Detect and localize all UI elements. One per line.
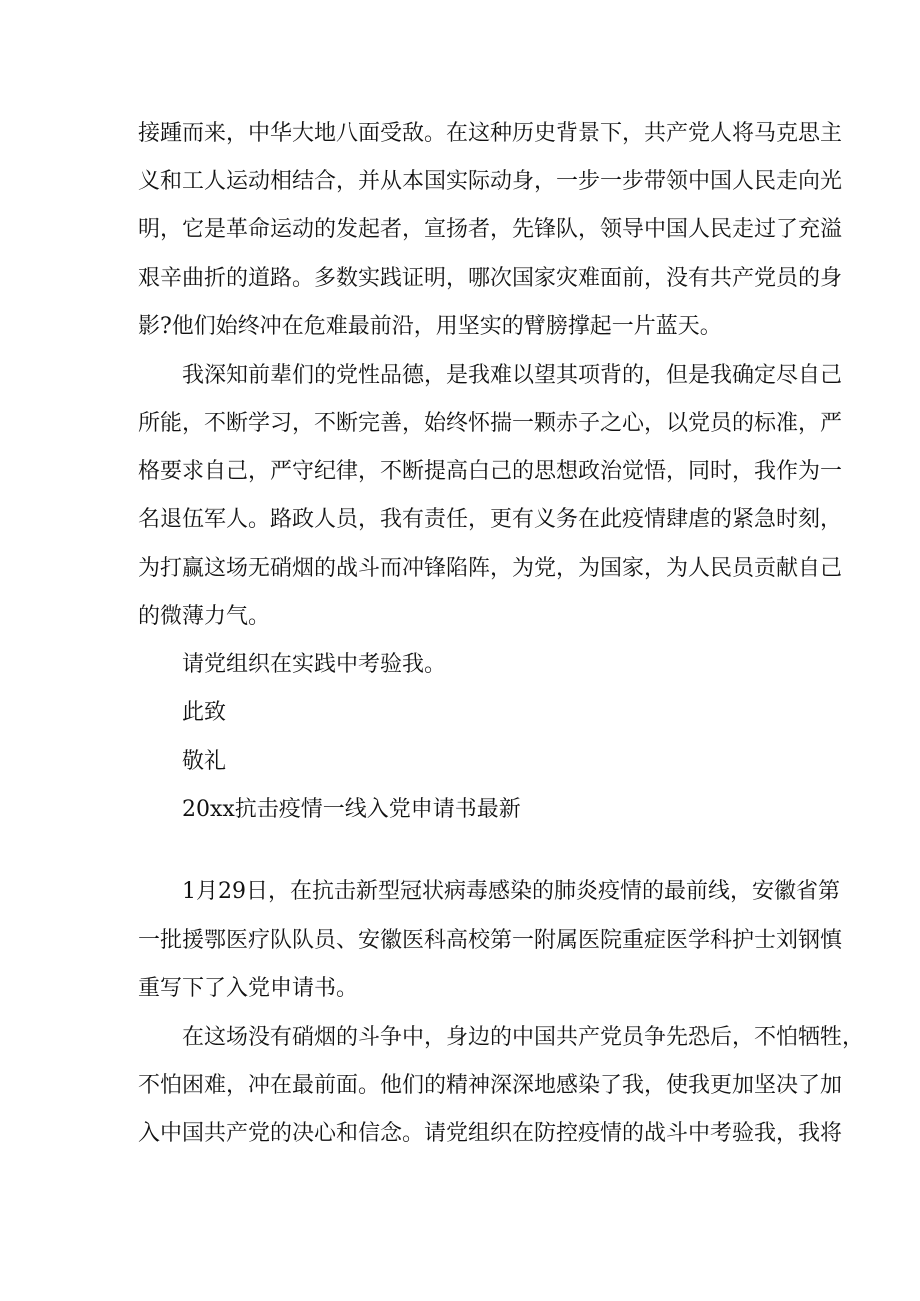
closing-jingli: 敬礼	[182, 749, 227, 774]
paragraph-4-line-2: 不怕困难，冲在最前面。他们的精神深深地感染了我，使我更加坚决了加	[138, 1073, 843, 1098]
section-heading: 20xx抗击疫情一线入党申请书最新	[182, 797, 521, 822]
paragraph-3-line-3: 重写下了入党申请书。	[138, 976, 359, 1001]
paragraph-1-line-1: 接踵而来，中华大地八面受敌。在这种历史背景下，共产党人将马克思主	[138, 121, 843, 146]
paragraph-2-line-4: 名退伍军人。路政人员，我有责任，更有义务在此疫情肆虐的紧急时刻，	[138, 507, 843, 532]
closing-cizhi: 此致	[182, 700, 227, 725]
paragraph-3-line-2: 一批援鄂医疗队队员、安徽医科高校第一附属医院重症医学科护士刘钢慎	[138, 928, 843, 953]
paragraph-1-line-4: 艰辛曲折的道路。多数实践证明，哪次国家灾难面前，没有共产党员的身	[138, 266, 843, 291]
paragraph-3-line-1: 1月29日，在抗击新型冠状病毒感染的肺炎疫情的最前线，安徽省第	[182, 879, 840, 904]
paragraph-4-line-1: 在这场没有硝烟的斗争中，身边的中国共产党员争先恐后，不怕牺牲，	[182, 1025, 865, 1050]
paragraph-1-line-5: 影?他们始终冲在危难最前沿，用坚实的臂膀撑起一片蓝天。	[138, 314, 722, 339]
paragraph-1-line-3: 明，它是革命运动的发起者，宣扬者，先锋队，领导中国人民走过了充溢	[138, 217, 843, 242]
paragraph-2-line-1: 我深知前辈们的党性品德，是我难以望其项背的，但是我确定尽自己	[182, 363, 843, 388]
request-line: 请党组织在实践中考验我。	[182, 652, 447, 677]
paragraph-2-line-6: 的微薄力气。	[138, 604, 271, 629]
paragraph-2-line-5: 为打赢这场无硝烟的战斗而冲锋陷阵，为党，为国家，为人民员贡献自己	[138, 556, 843, 581]
paragraph-2-line-3: 格要求自己，严守纪律，不断提高白己的思想政治觉悟，同时，我作为一	[138, 459, 843, 484]
paragraph-4-line-3: 入中国共产党的决心和信念。请党组织在防控疫情的战斗中考验我，我将	[138, 1121, 843, 1146]
paragraph-2-line-2: 所能，不断学习，不断完善，始终怀揣一颗赤子之心，以党员的标准，严	[138, 411, 843, 436]
paragraph-1-line-2: 义和工人运动相结合，并从本国实际动身，一步一步带领中国人民走向光	[138, 169, 843, 194]
